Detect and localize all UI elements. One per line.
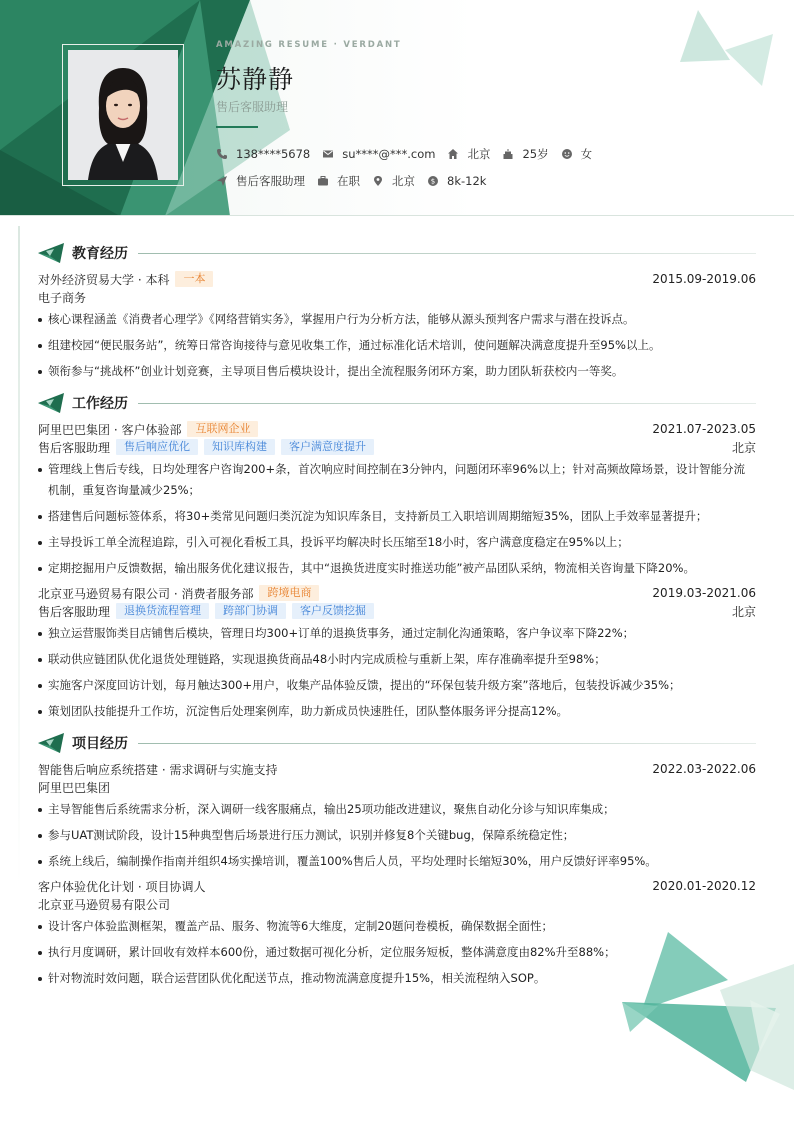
skill-tag: 知识库构建 bbox=[204, 439, 275, 455]
intent-position: 售后客服助理 bbox=[236, 174, 305, 188]
work-entry-header bbox=[38, 420, 756, 438]
industry-tag: 跨境电商 bbox=[259, 585, 319, 601]
section-header bbox=[38, 240, 756, 266]
section-flag-icon bbox=[38, 393, 64, 413]
location-pin-icon bbox=[372, 175, 384, 187]
project-bullets bbox=[38, 799, 756, 872]
job-intent-row bbox=[216, 173, 498, 189]
expected-salary: 8k-12k bbox=[447, 174, 487, 188]
section-flag-icon bbox=[38, 243, 64, 263]
section-header bbox=[38, 730, 756, 756]
tagline: AMAZING RESUME · VERDANT bbox=[216, 40, 402, 50]
major-line bbox=[38, 288, 756, 306]
bullet-item: 联动供应链团队优化退货处理链路，实现退换货商品48小时内完成质检与重新上架，库存准确率提升至98%； bbox=[38, 649, 756, 670]
school-tier-tag: 一本 bbox=[175, 271, 213, 287]
industry-tag: 互联网企业 bbox=[187, 421, 258, 437]
major: 电子商务 bbox=[38, 290, 87, 305]
education-entry-header bbox=[38, 270, 756, 288]
work-entry bbox=[38, 420, 756, 579]
bullet-item: 主导投诉工单全流程追踪，引入可视化看板工具，投诉平均解决时长压缩至18小时，客户满意度稳定在95%以上； bbox=[38, 532, 756, 553]
work-city: 北京 bbox=[731, 440, 756, 455]
project-header bbox=[38, 760, 756, 778]
resume-header bbox=[0, 0, 794, 216]
project-header bbox=[38, 877, 756, 895]
project-org-line bbox=[38, 895, 756, 913]
email-address: su****@***.com bbox=[342, 147, 436, 161]
skill-tag: 客户满意度提升 bbox=[281, 439, 374, 455]
bullet-item: 管理线上售后专线，日均处理客户咨询200+条，首次响应时间控制在3分钟内，问题闭环率96%以上；针对高频故障场景，设计智能分流机制，重复咨询量减少25%； bbox=[38, 459, 756, 501]
salary-item bbox=[427, 174, 486, 188]
section-title: 工作经历 bbox=[72, 396, 128, 412]
work-bullets bbox=[38, 623, 756, 722]
corner-decoration bbox=[600, 920, 794, 1090]
briefcase-icon bbox=[317, 175, 329, 187]
work-role-line bbox=[38, 602, 756, 620]
email-item bbox=[322, 147, 435, 161]
gender-item bbox=[561, 146, 593, 162]
project-entry bbox=[38, 760, 756, 872]
section-header bbox=[38, 390, 756, 416]
phone-number: 138****5678 bbox=[236, 147, 311, 161]
bullet-item: 定期挖掘用户反馈数据，输出服务优化建议报告，其中“退换货进度实时推送功能”被产品团队采纳，物流相关咨询量下降20%。 bbox=[38, 558, 756, 579]
intent-city: 北京 bbox=[392, 174, 415, 188]
bullet-item: 核心课程涵盖《消费者心理学》《网络营销实务》，掌握用户行为分析方法，能够从源头预判客户需求与潜在投诉点。 bbox=[38, 309, 756, 330]
work-entry bbox=[38, 584, 756, 722]
work-role-line bbox=[38, 438, 756, 456]
bullet-item: 针对物流时效问题，联合运营团队优化配送节点，推动物流满意度提升15%，相关流程纳入SOP。 bbox=[38, 968, 756, 989]
work-entry-header bbox=[38, 584, 756, 602]
role: 售后客服助理 bbox=[38, 440, 111, 455]
cake-icon bbox=[502, 148, 514, 160]
age: 25岁 bbox=[522, 147, 549, 161]
intent-position-item bbox=[216, 173, 305, 189]
project-name: 智能售后响应系统搭建 · 需求调研与实施支持 bbox=[38, 762, 278, 777]
section-title: 项目经历 bbox=[72, 736, 128, 752]
section-divider bbox=[138, 253, 756, 254]
section-title: 教育经历 bbox=[72, 246, 128, 262]
send-icon bbox=[216, 175, 228, 187]
project-org-line bbox=[38, 778, 756, 796]
bullet-item: 系统上线后，编制操作指南并组织4场实操培训，覆盖100%售后人员，平均处理时长缩短30%，用户反馈好评率95%。 bbox=[38, 851, 756, 872]
project-date: 2020.01-2020.12 bbox=[652, 879, 756, 893]
skill-tag: 退换货流程管理 bbox=[116, 603, 209, 619]
job-title: 售后客服助理 bbox=[216, 100, 289, 114]
work-date: 2021.07-2023.05 bbox=[652, 422, 756, 436]
title-underline bbox=[216, 126, 258, 128]
work-date: 2019.03-2021.06 bbox=[652, 586, 756, 600]
contact-row bbox=[216, 146, 604, 162]
company: 北京亚马逊贸易有限公司 · 消费者服务部 bbox=[38, 586, 254, 601]
project-org: 北京亚马逊贸易有限公司 bbox=[38, 897, 171, 912]
bullet-item: 独立运营服饰类目店铺售后模块，管理日均300+订单的退换货事务，通过定制化沟通策略，客户争议率下降22%； bbox=[38, 623, 756, 644]
project-name: 客户体验优化计划 · 项目协调人 bbox=[38, 879, 206, 894]
work-section bbox=[38, 390, 756, 722]
city-item bbox=[447, 146, 490, 162]
mail-icon bbox=[322, 148, 334, 160]
company: 阿里巴巴集团 · 客户体验部 bbox=[38, 422, 182, 437]
bullet-item: 领衔参与“挑战杯”创业计划竞赛，主导项目售后模块设计，提出全流程服务闭环方案，助力团队斩获校内一等奖。 bbox=[38, 361, 756, 382]
resume-body bbox=[38, 240, 756, 997]
section-divider bbox=[138, 743, 756, 744]
skill-tag: 跨部门协调 bbox=[215, 603, 286, 619]
section-flag-icon bbox=[38, 733, 64, 753]
age-item bbox=[502, 146, 548, 162]
gender-icon bbox=[561, 148, 573, 160]
school-degree: 对外经济贸易大学 · 本科 bbox=[38, 272, 170, 287]
bullet-item: 搭建售后问题标签体系，将30+类常见问题归类沉淀为知识库条目，支持新员工入职培训周期缩短35%，团队上手效率显著提升； bbox=[38, 506, 756, 527]
skill-tag: 售后响应优化 bbox=[116, 439, 198, 455]
bullet-item: 组建校园“便民服务站”，统筹日常咨询接待与意见收集工作，通过标准化话术培训，使问题解决满意度提升至95%以上。 bbox=[38, 335, 756, 356]
candidate-name: 苏静静 bbox=[216, 65, 295, 94]
work-city: 北京 bbox=[731, 604, 756, 619]
bullet-item: 设计客户体验监测框架，覆盖产品、服务、物流等6大维度，定制20题问卷模板，确保数据全面性； bbox=[38, 916, 756, 937]
skill-tag: 客户反馈挖掘 bbox=[292, 603, 374, 619]
job-status: 在职 bbox=[337, 174, 360, 188]
intent-city-item bbox=[372, 173, 415, 189]
bullet-item: 策划团队技能提升工作坊，沉淀售后处理案例库，助力新成员快速胜任，团队整体服务评分提高12%。 bbox=[38, 701, 756, 722]
salary-icon bbox=[427, 175, 439, 187]
education-date: 2015.09-2019.06 bbox=[652, 272, 756, 286]
role: 售后客服助理 bbox=[38, 604, 111, 619]
education-section bbox=[38, 240, 756, 382]
bullet-item: 参与UAT测试阶段，设计15种典型售后场景进行压力测试，识别并修复8个关键bug，保障系统稳定性； bbox=[38, 825, 756, 846]
section-divider bbox=[138, 403, 756, 404]
bullet-item: 执行月度调研，累计回收有效样本600份，通过数据可视化分析，定位服务短板，整体满意度由82%升至88%； bbox=[38, 942, 756, 963]
phone-item bbox=[216, 147, 310, 161]
bullet-item: 实施客户深度回访计划，每月触达300+用户，收集产品体验反馈，提出的“环保包装升级方案”落地后，包装投诉减少35%； bbox=[38, 675, 756, 696]
city: 北京 bbox=[467, 147, 491, 161]
profile-photo bbox=[68, 50, 178, 180]
svg-text:$: $ bbox=[430, 177, 436, 186]
education-bullets bbox=[38, 309, 756, 382]
project-date: 2022.03-2022.06 bbox=[652, 762, 756, 776]
job-status-item bbox=[317, 173, 360, 189]
phone-icon bbox=[216, 148, 228, 160]
work-bullets bbox=[38, 459, 756, 579]
home-icon bbox=[447, 148, 459, 160]
gender: 女 bbox=[580, 147, 593, 161]
bullet-item: 主导智能售后系统需求分析，深入调研一线客服痛点，输出25项功能改进建议，聚焦自动化分诊与知识库集成； bbox=[38, 799, 756, 820]
project-org: 阿里巴巴集团 bbox=[38, 780, 111, 795]
left-accent-bar bbox=[18, 226, 20, 886]
